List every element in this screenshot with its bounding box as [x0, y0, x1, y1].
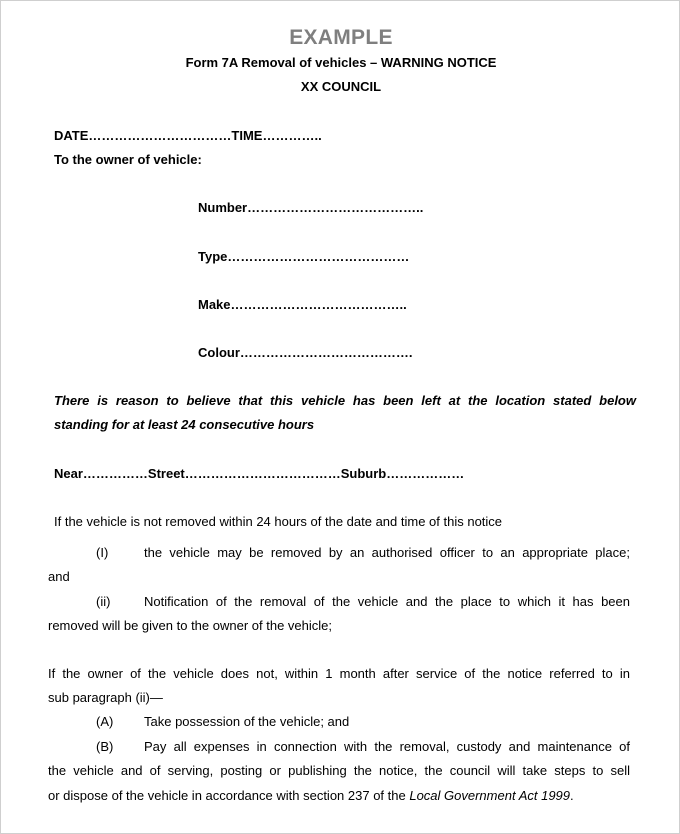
- date-time-field: DATE……………………………TIME…………..: [54, 128, 322, 143]
- item-ii-continuation: removed will be given to the owner of the vehicle;: [48, 618, 332, 633]
- owner-salutation: To the owner of vehicle:: [54, 152, 202, 167]
- notice-statement-line1: There is reason to believe that this vehicle has been left at the location stated below: [54, 393, 636, 408]
- item-a-number: (A): [96, 714, 114, 729]
- item-ii-number: (ii): [96, 594, 111, 609]
- item-b-line3: [48, 788, 574, 803]
- vehicle-make-field: Make…………………………………..: [198, 297, 407, 312]
- item-i-text: the vehicle may be removed by an authorised officer to an appropriate place;: [144, 545, 630, 560]
- paragraph-two-line1: If the owner of the vehicle does not, within 1 month after service of the notice referred to in: [48, 666, 630, 681]
- item-b-line3-text: or dispose of the vehicle in accordance with section 237 of the: [48, 788, 406, 803]
- act-reference: Local Government Act 1999: [409, 788, 571, 803]
- conjunction-and: and: [48, 569, 70, 584]
- location-field: Near……………Street………………………………Suburb………………: [54, 466, 465, 481]
- item-i-number: (I): [96, 545, 109, 560]
- intro-paragraph: If the vehicle is not removed within 24 hours of the date and time of this notice: [54, 514, 503, 529]
- council-name: XX COUNCIL: [300, 79, 382, 94]
- item-b-number: (B): [96, 739, 114, 754]
- vehicle-number-field: Number…………………………………..: [198, 200, 424, 215]
- item-b-line3-period: .: [570, 788, 574, 803]
- form-title: Form 7A Removal of vehicles – WARNING NOTICE: [185, 55, 497, 70]
- item-a-text: Take possession of the vehicle; and: [144, 714, 350, 729]
- item-b-text: Pay all expenses in connection with the removal, custody and maintenance of: [144, 739, 630, 754]
- paragraph-two-line2: sub paragraph (ii)—: [48, 690, 163, 705]
- vehicle-colour-field: Colour………………………………….: [198, 345, 413, 360]
- vehicle-type-field: Type……………………………………: [198, 249, 410, 264]
- item-b-line2: the vehicle and of serving, posting or publishing the notice, the council will take steps to sell: [48, 763, 630, 778]
- notice-statement-line2: standing for at least 24 consecutive hours: [54, 417, 315, 432]
- example-watermark-title: EXAMPLE: [289, 26, 393, 49]
- item-ii-text: Notification of the removal of the vehicle and the place to which it has been: [144, 594, 630, 609]
